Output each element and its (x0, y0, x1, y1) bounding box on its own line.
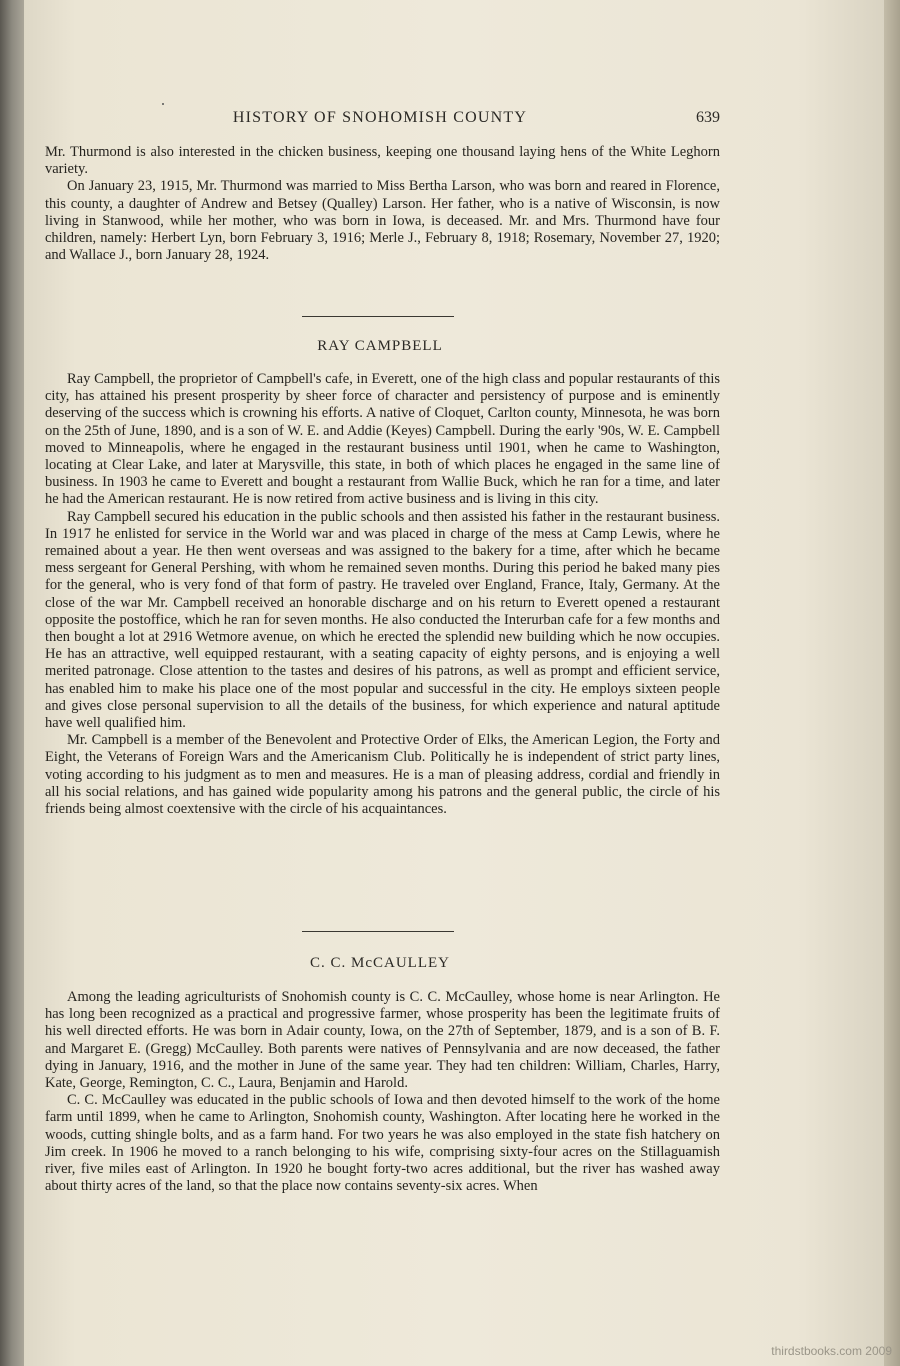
mccaulley-text (45, 989, 720, 1195)
paragraph: Ray Campbell, the proprietor of Campbell's cafe, in Everett, one of the high class and popular restaurants of this city, has attained his present prosperity by sheer force of character and persistency of purpose and is eminently deserving of the success which is crowning his efforts. A native of Cloquet, Carlton county, Minnesota, he was born on the 25th of June, 1890, and is a son of W. E. and Addie (Keyes) Campbell. During the early '90s, W. E. Campbell moved to Minneapolis, where he engaged in the restaurant business until 1901, when he came to Washington, locating at Clear Lake, and later at Marysville, this state, in both of which places he engaged in the same line of business. In 1903 he came to Everett and bought a restaurant from Wallie Buck, which he ran for a time, and later he had the American restaurant. He is now retired from active business and is living in this city. (45, 371, 720, 508)
paragraph: Mr. Campbell is a member of the Benevolent and Protective Order of Elks, the American Legion, the Forty and Eight, the Veterans of Foreign Wars and the Americanism Club. Politically he is independent of strict party lines, voting according to his judgment as to men and measures. He is a man of pleasing address, cordial and friendly in all his social relations, and has gained wide popularity among his patrons and the general public, the circle of his friends being almost coextensive with the circle of his acquaintances. (45, 732, 720, 818)
section-title-mccaulley: C. C. McCAULLEY (310, 955, 450, 971)
watermark: thirdstbooks.com 2009 (771, 1344, 892, 1358)
section-divider (302, 316, 454, 317)
section-title-ray-campbell: RAY CAMPBELL (317, 338, 443, 354)
intro-text (45, 144, 720, 264)
paragraph: Mr. Thurmond is also interested in the chicken business, keeping one thousand laying hens of the White Leghorn variety. (45, 144, 720, 178)
page-number: 639 (696, 109, 720, 126)
running-head: HISTORY OF SNOHOMISH COUNTY (232, 109, 528, 126)
paragraph: Ray Campbell secured his education in the public schools and then assisted his father in the restaurant business. In 1917 he enlisted for service in the World war and was placed in charge of the mess at Camp Lewis, where he remained about a year. He then went overseas and was assigned to the bakery for a time, after which he became mess sergeant for General Pershing, with whom he remained seven months. During this period he baked many pies for the general, who is very fond of that form of pastry. He traveled over England, France, Italy, Germany. At the close of the war Mr. Campbell received an honorable discharge and on his return to Everett opened a restaurant opposite the postoffice, which he ran for seven months. He also conducted the Interurban cafe for a few months and then bought a lot at 2916 Wetmore avenue, on which he erected the splendid new building which he now occupies. He has an attractive, well equipped restaurant, with a seating capacity of eighty persons, and is enjoying a well merited patronage. Close attention to the tastes and desires of his patrons, as well as prompt and efficient service, has enabled him to make his place one of the most popular and successful in the city. He employs sixteen people and gives close personal supervision to all the details of the business, for which experience and natural aptitude have well qualified him. (45, 508, 720, 732)
page-edge (884, 0, 900, 1366)
paragraph: Among the leading agriculturists of Snohomish county is C. C. McCaulley, whose home is near Arlington. He has long been recognized as a practical and progressive farmer, whose prosperity has been the legitimate fruits of his well directed efforts. He was born in Adair county, Iowa, on the 27th of September, 1879, and is a son of B. F. and Margaret E. (Gregg) McCaulley. Both parents were natives of Pennsylvania and are now deceased, the father dying in January, 1916, and the mother in June of the same year. They had ten children: William, Charles, Harry, Kate, George, Remington, C. C., Laura, Benjamin and Harold. (45, 989, 720, 1092)
paragraph: On January 23, 1915, Mr. Thurmond was married to Miss Bertha Larson, who was born and reared in Florence, this county, a daughter of Andrew and Betsey (Qualley) Larson. Her father, who is a native of Wisconsin, is now living in Stanwood, while her mother, who was born in Iowa, is deceased. Mr. and Mrs. Thurmond have four children, namely: Herbert Lyn, born February 3, 1916; Merle J., February 8, 1918; Rosemary, November 27, 1920; and Wallace J., born January 28, 1924. (45, 178, 720, 264)
section-divider (302, 931, 454, 932)
ray-campbell-text (45, 371, 720, 818)
paragraph: C. C. McCaulley was educated in the public schools of Iowa and then devoted himself to the work of the home farm until 1899, when he came to Arlington, Snohomish county, Washington. After locating here he worked in the woods, cutting shingle bolts, and as a farm hand. For two years he was also employed in the state fish hatchery on Jim creek. In 1906 he moved to a ranch belonging to his wife, comprising sixty-four acres on the Stillaguamish river, five miles east of Arlington. In 1920 he bought forty-two acres additional, but the river has washed away about thirty acres of the land, so that the place now contains seventy-six acres. When (45, 1092, 720, 1195)
ink-speck (162, 103, 164, 105)
